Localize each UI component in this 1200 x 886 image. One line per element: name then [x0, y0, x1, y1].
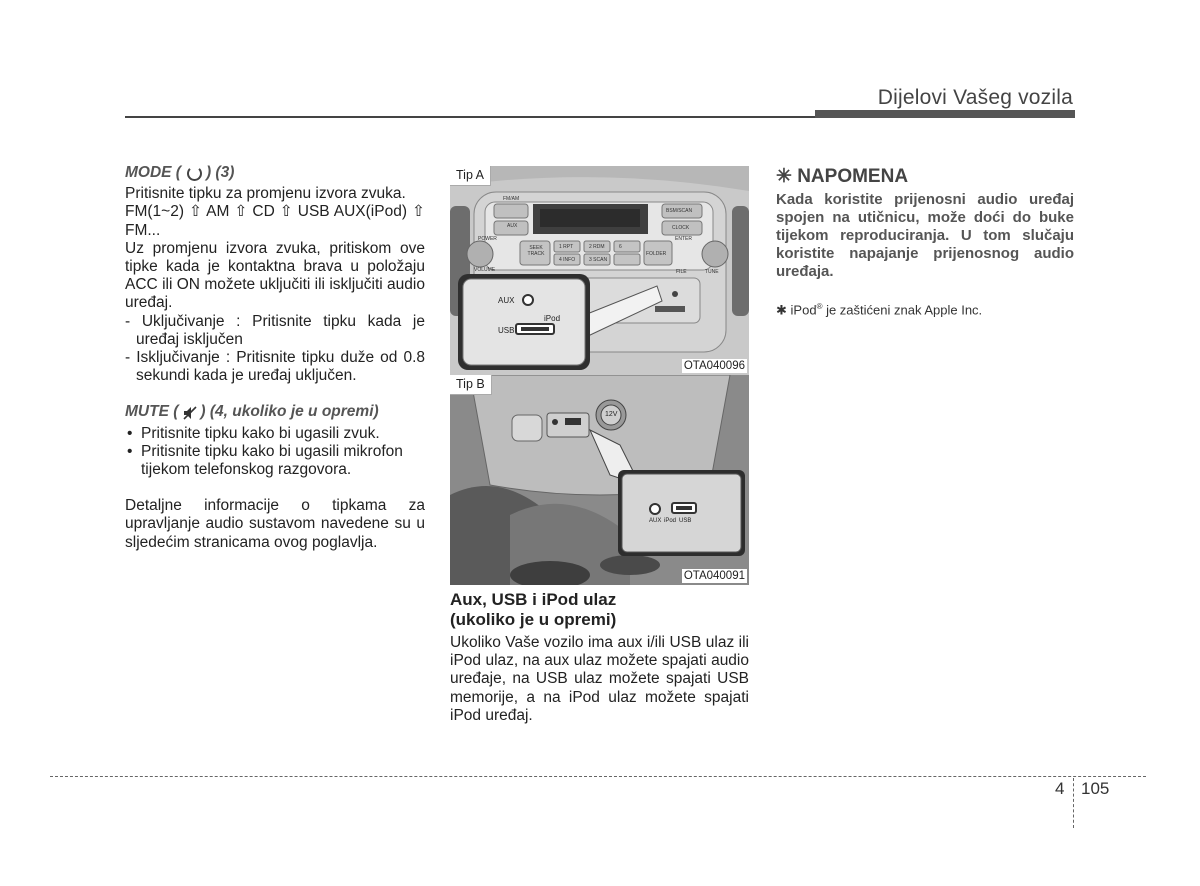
panel-info: 4 INFO — [559, 257, 576, 263]
chapter-number: 4 — [1055, 779, 1065, 798]
panel-fm-am: FM/AM — [503, 196, 520, 202]
figure-b-code: OTA040091 — [683, 570, 745, 582]
mute-speaker-icon — [183, 406, 197, 420]
mute-heading-text: MUTE ( — [125, 403, 179, 421]
figure-a-label: Tip A — [450, 166, 491, 186]
zoom-b-aux-label: AUX — [649, 518, 662, 524]
footnote-text: je zaštićeni znak Apple Inc. — [822, 302, 983, 318]
figure-b-label: Tip B — [450, 375, 492, 395]
note-body: Kada koristite prijenosni audio uređaj spojen na utičnicu, može doći do buke tijekom reproduciranja. U tom slučaju koristite napajanje prijenosnog audio uređaja. — [776, 191, 1074, 280]
mode-line1: Pritisnite tipku za promjenu izvora zvuka. — [125, 185, 406, 203]
left-column — [125, 164, 425, 552]
note-heading: ✳ NAPOMENA — [776, 166, 909, 187]
panel-scan: 3 SCAN — [589, 257, 608, 263]
panel-rdm: 2 RDM — [589, 244, 605, 250]
mute-heading — [125, 403, 425, 421]
figure-tip-b — [450, 375, 749, 585]
panel-rpt: 1 RPT — [559, 244, 574, 250]
footer-divider — [1073, 778, 1074, 828]
details-paragraph: Detaljne informacije o tipkama za upravljanje audio sustavom navedene su u sljedećim stranicama ovog poglavlja. — [125, 497, 425, 551]
mute-heading-suffix: ) (4, ukoliko je u opremi) — [200, 403, 379, 421]
panel-file: FILE — [676, 269, 687, 275]
zoom-aux-label: AUX — [498, 296, 515, 305]
header-rule-accent — [815, 110, 1075, 118]
panel-bsm-scan: BSM/SCAN — [666, 208, 693, 214]
panel-seek: SEEK TRACK — [527, 245, 545, 257]
figure-a-code: OTA040096 — [683, 360, 745, 372]
mode-heading-text: MODE ( — [125, 164, 181, 181]
mode-icon — [187, 166, 202, 181]
panel-folder: FOLDER — [646, 251, 667, 257]
mode-line2: FM(1~2) ⇧ AM ⇧ CD ⇧ USB AUX(iPod) ⇧ FM... — [125, 203, 425, 239]
footnote-star: ✱ — [776, 302, 787, 318]
aux-title-line2: (ukoliko je u opremi) — [450, 610, 617, 629]
aux-section-body: Ukoliko Vaše vozilo ima aux i/ili USB ulaz ili iPod ulaz, na aux ulaz možete spajati audio uređaje, na USB ulaz možete spajati USB memorije, a na iPod ulaz možete spajati iPod uređaj. — [450, 634, 749, 724]
aux-section-title — [450, 590, 616, 630]
zoom-b-usb-label: USB — [679, 518, 692, 524]
console-illustration — [450, 375, 749, 585]
zoom-usb-label: USB — [498, 326, 515, 335]
mute-bullet-2: • Pritisnite tipku kako bi ugasili mikrofon tijekom telefonskog razgovora. — [125, 443, 425, 479]
panel-enter: ENTER — [675, 236, 692, 242]
footer-rule — [50, 776, 1146, 777]
panel-volume: VOLUME — [474, 267, 496, 273]
aux-title-line1: Aux, USB i iPod ulaz — [450, 590, 617, 609]
footnote-ipod: iPod — [790, 302, 817, 318]
figure-tip-a — [450, 166, 749, 375]
page-number: 105 — [1081, 779, 1110, 798]
mute-bullet-1: • Pritisnite tipku kako bi ugasili zvuk. — [125, 425, 425, 443]
panel-tune: TUNE — [705, 269, 719, 275]
panel-clock: CLOCK — [672, 225, 690, 231]
zoom-ipod-label: iPod — [544, 314, 561, 323]
note-footnote — [776, 302, 982, 318]
panel-cd: 6 — [619, 244, 622, 250]
socket-12v-label: 12V — [605, 411, 618, 418]
mode-heading — [125, 164, 425, 182]
mode-item-on: - Uključivanje : Pritisnite tipku kada je uređaj isključen — [125, 312, 425, 348]
header-rule — [125, 116, 815, 118]
panel-power: POWER — [478, 236, 497, 242]
registered-mark: ® — [816, 302, 823, 311]
panel-aux: AUX — [507, 223, 518, 229]
mode-heading-suffix: ) (3) — [205, 164, 235, 181]
mode-item-off: - Isključivanje : Pritisnite tipku duže od 0.8 sekundi kada je uređaj uključen. — [125, 349, 425, 385]
mode-paragraph: Uz promjenu izvora zvuka, pritiskom ove tipke kada je kontaktna brava u položaju ACC ili ON možete uključiti ili isključiti audio uređaj. — [125, 239, 425, 312]
zoom-b-ipod-label: iPod — [664, 518, 677, 524]
page-header-title: Dijelovi Vašeg vozila — [877, 86, 1073, 109]
